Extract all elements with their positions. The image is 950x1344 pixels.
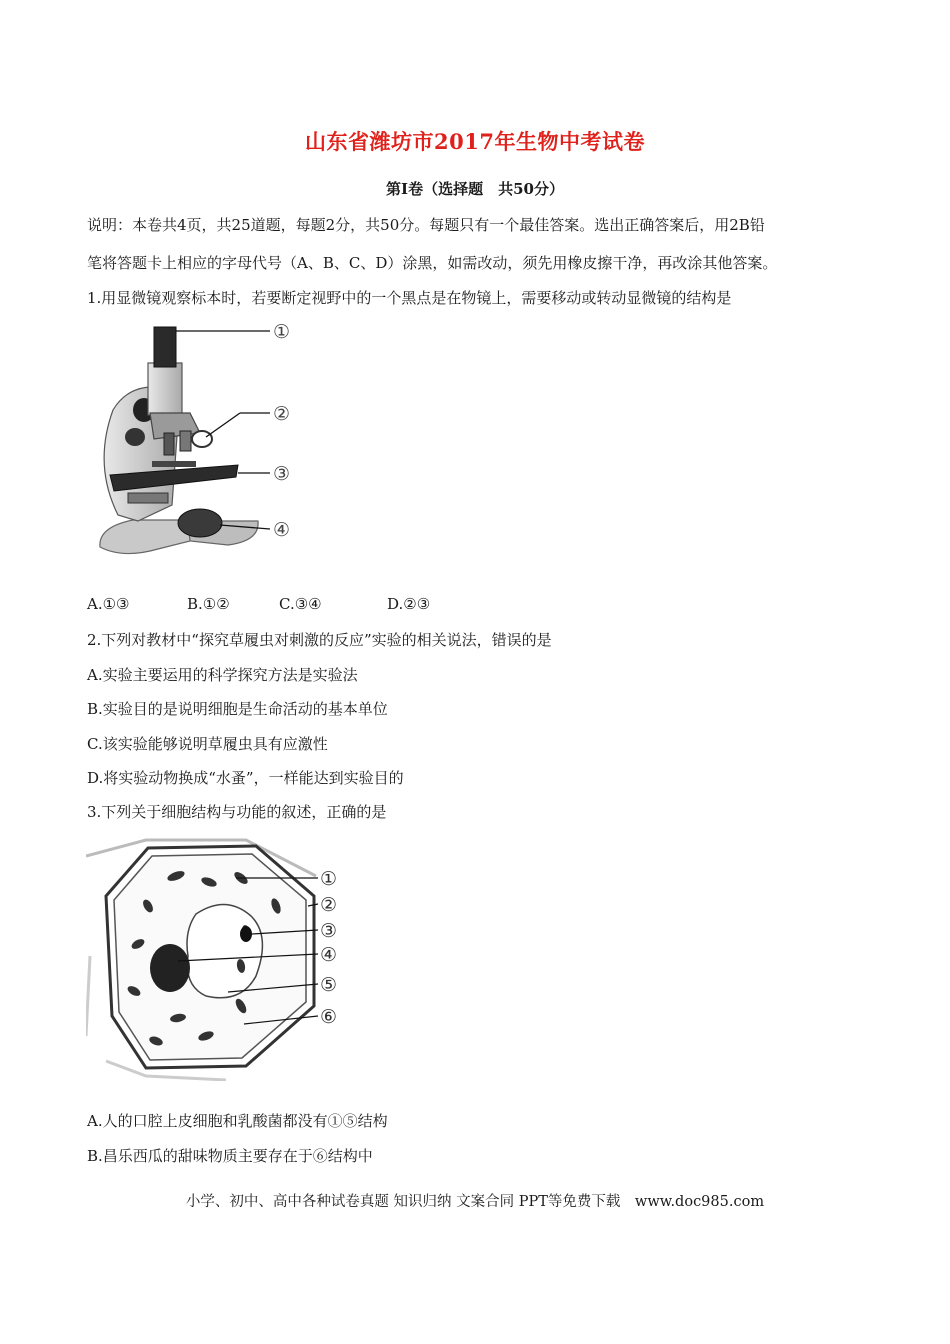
microscope-label-4: ④ [273, 519, 291, 541]
reflector-mirror [178, 509, 222, 537]
page-footer: 小学、初中、高中各种试卷真题 知识归纳 文案合同 PPT等免费下载 www.doc985.com [185, 1194, 765, 1210]
q3-stem: 3.下列关于细胞结构与功能的叙述，正确的是 [87, 803, 387, 821]
q2-option-d: D.将实验动物换成“水蚤”，一样能达到实验目的 [87, 769, 404, 787]
q1-option-c: C.③④ [279, 595, 322, 613]
q2-stem: 2.下列对教材中“探究草履虫对刺激的反应”实验的相关说法，错误的是 [87, 631, 552, 649]
eyepiece [154, 327, 176, 367]
q3-option-a: A.人的口腔上皮细胞和乳酸菌都没有①⑤结构 [87, 1112, 388, 1130]
q1-option-b: B.①② [187, 595, 230, 613]
cell-label-5: ⑤ [320, 974, 338, 996]
cell-label-3: ③ [320, 920, 338, 942]
plant-cell-figure [86, 836, 356, 1081]
q1-option-d: D.②③ [387, 595, 431, 613]
q3-option-b: B.昌乐西瓜的甜味物质主要存在于⑥结构中 [87, 1147, 373, 1165]
q2-option-b: B.实验目的是说明细胞是生命活动的基本单位 [87, 700, 388, 718]
instructions-line-2: 笔将答题卡上相应的字母代号（A、B、C、D）涂黑，如需改动，须先用橡皮擦干净，再改涂其他答案。 [87, 254, 778, 272]
q1-stem: 1.用显微镜观察标本时，若要断定视野中的一个黑点是在物镜上，需要移动或转动显微镜的结构是 [87, 289, 732, 307]
section-title: 第Ⅰ卷（选择题 共50分） [386, 180, 564, 198]
vacuole [187, 904, 262, 997]
nucleus [150, 944, 190, 992]
microscope-figure [88, 315, 308, 575]
q2-option-c: C.该实验能够说明草履虫具有应激性 [87, 735, 328, 753]
q2-option-a: A.实验主要运用的科学探究方法是实验法 [87, 666, 358, 684]
cell-label-6: ⑥ [320, 1006, 338, 1028]
lens-tube [148, 363, 182, 415]
page-title: 山东省潍坊市2017年生物中考试卷 [305, 129, 645, 154]
microscope-label-2: ② [273, 403, 291, 425]
microscope-label-3: ③ [273, 463, 291, 485]
microscope-label-1: ① [273, 321, 291, 343]
cell-label-4: ④ [320, 944, 338, 966]
instructions-line-1: 说明：本卷共4页，共25道题，每题2分，共50分。每题只有一个最佳答案。选出正确答案后，用2B铅 [87, 216, 765, 234]
cell-label-2: ② [320, 894, 338, 916]
cell-label-1: ① [320, 868, 338, 890]
objective-lens [164, 433, 174, 455]
fine-adjust-knob [125, 428, 145, 446]
q1-option-a: A.①③ [87, 595, 130, 613]
